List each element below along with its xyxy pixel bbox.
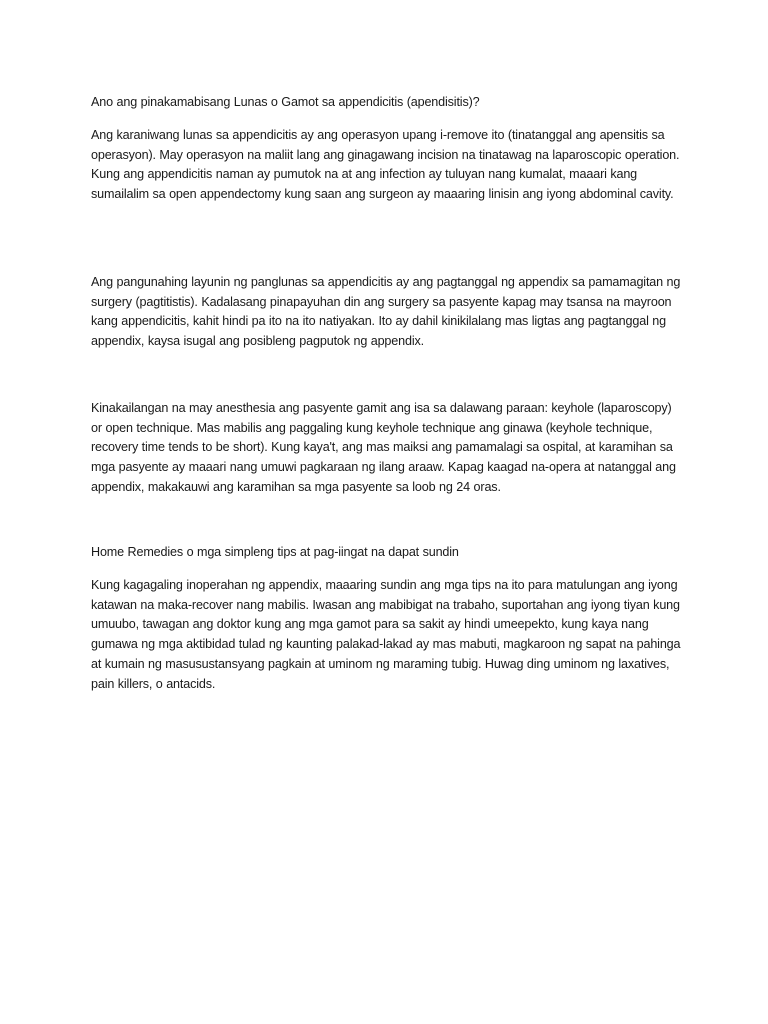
paragraph-treatment: Ang karaniwang lunas sa appendicitis ay ang operasyon upang i-remove ito (tinatanggal ang apensitis sa operasyon). May operasyon na maliit lang ang ginagawang incision na tinatawag na laparoscopic operation. Kung ang appendicitis naman ay pumutok na at ang infection ay tuluyan nang kumalat, maaari kang sumailalim sa open appendectomy kung saan ang surgeon ay maaaring linisin ang iyong abdominal cavity. [91, 128, 680, 202]
paragraph-surgery-goal: Ang pangunahing layunin ng panglunas sa appendicitis ay ang pagtanggal ng appendix sa pamamagitan ng surgery (pagtitistis). Kadalasang pinapayuhan din ang surgery sa pasyente kapag may tsansa na mayroon kang appendicitis, kahit hindi pa ito na ito natiyakan. Ito ay dahil kinikilalang mas ligtas ang pagtanggal ng appendix, kaysa isugal ang posibleng pagputok ng appendix. [91, 275, 681, 349]
paragraph-home-remedies: Kung kagagaling inoperahan ng appendix, maaaring sundin ang mga tips na ito para matulungan ang iyong katawan na maka-recover nang mabilis. Iwasan ang mabibigat na trabaho, suportahan ang iyong tiyan kung umuubo, tawagan ang doktor kung ang mga gamot para sa sakit ay hindi umeepekto, kung kaya nang gumawa ng mga aktibidad tulad ng kaunting palakad-lakad ay mas mabuti, magkaroon ng sapat na pahinga at kumain ng masusustansyang pagkain at uminom ng maraming tubig. Huwag ding uminom ng laxatives, pain killers, o antacids. [91, 578, 681, 691]
section-heading-home-remedies: Home Remedies o mga simpleng tips at pag-iingat na dapat sundin [91, 545, 459, 559]
paragraph-anesthesia: Kinakailangan na may anesthesia ang pasyente gamit ang isa sa dalawang paraan: keyhole (laparoscopy) or open technique. Mas mabilis ang paggaling kung keyhole technique ang ginawa (keyhole technique, recovery time tends to be short). Kung kaya't, ang mas maiksi ang pamamalagi sa ospital, at karamihan sa mga pasyente ay maaari nang umuwi pagkaraan ng ilang araaw. Kapag kaagad na-opera at natanggal ang appendix, makakauwi ang karamihan sa mga pasyente sa loob ng 24 oras. [91, 401, 676, 494]
section-heading-lunas: Ano ang pinakamabisang Lunas o Gamot sa appendicitis (apendisitis)? [91, 95, 480, 109]
